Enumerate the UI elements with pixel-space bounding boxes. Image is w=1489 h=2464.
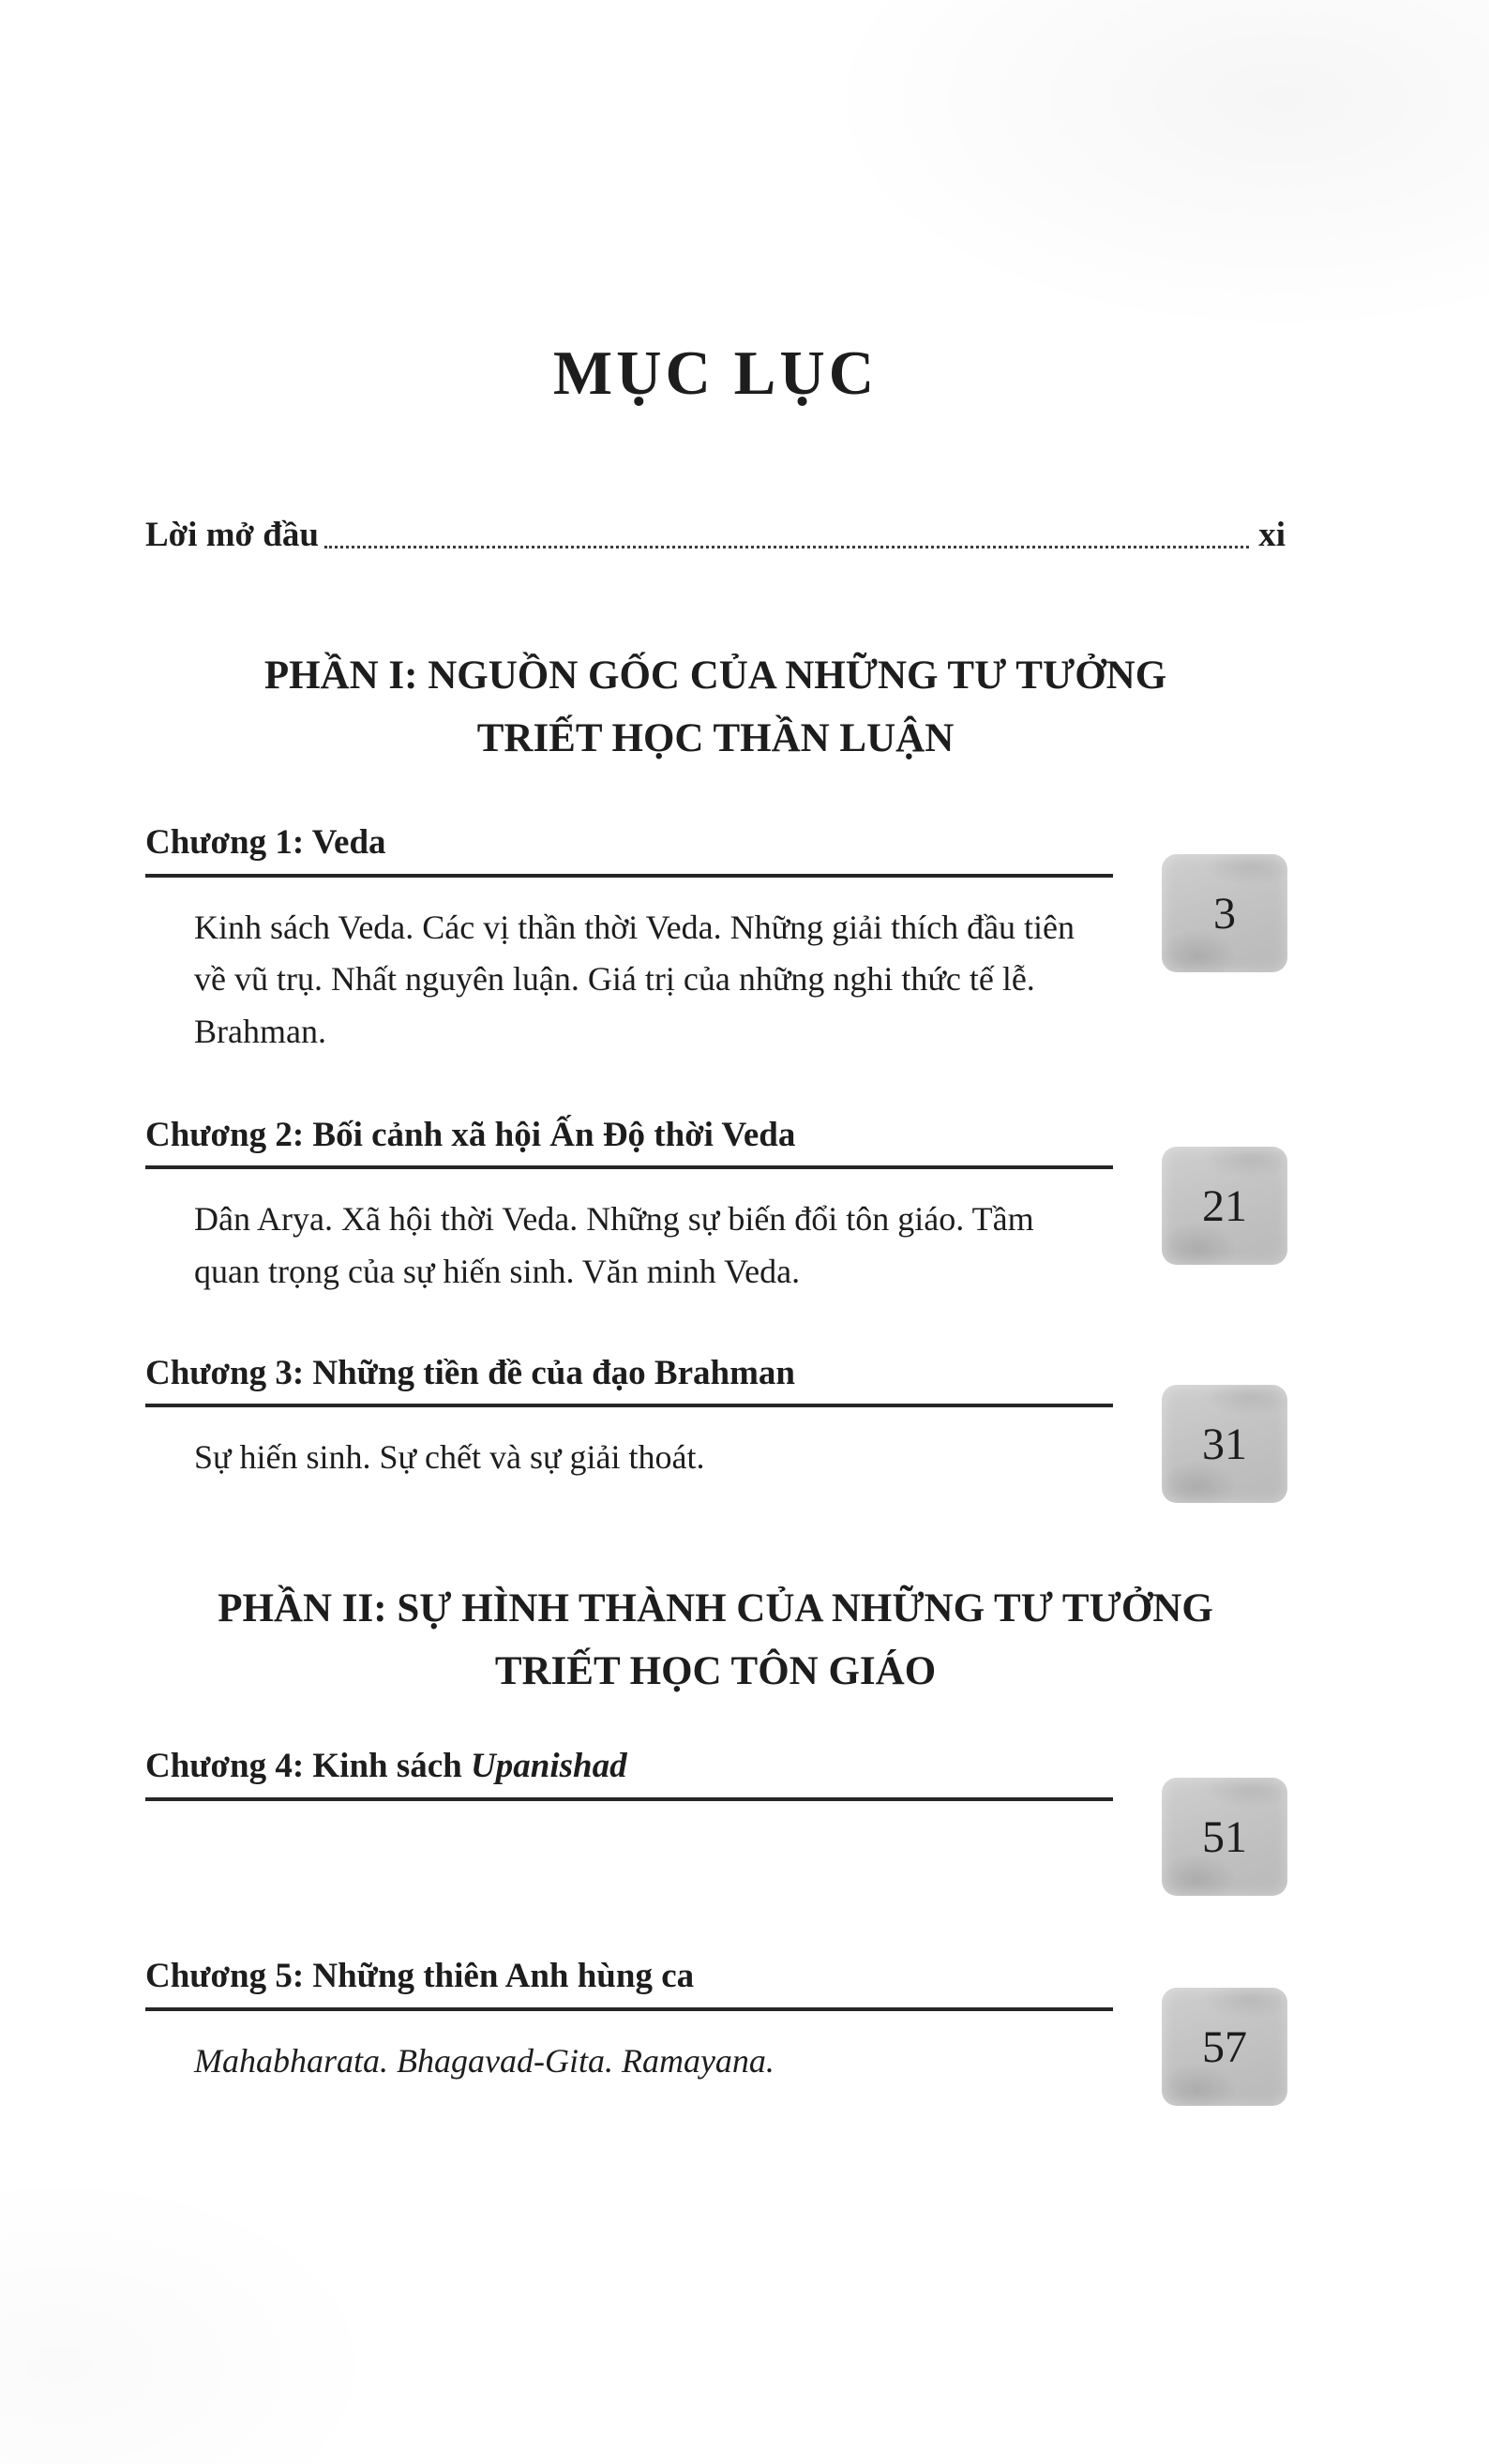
chapter-5-description: Mahabharata. Bhagavad-Gita. Ramayana.: [194, 2041, 775, 2080]
chapter-4-heading: [145, 1746, 1113, 1787]
dotted-leader: [324, 546, 1249, 548]
chapter-5-heading: Chương 5: Những thiên Anh hùng ca: [145, 1957, 695, 1996]
chapter-1-rule: [145, 874, 1113, 878]
chapter-4-heading-text: Chương 4: Kinh sách: [145, 1747, 472, 1786]
part-1-title-line1: PHẦN I: NGUỒN GỐC CỦA NHỮNG TƯ TƯỞNG: [263, 654, 1167, 698]
chapter-2-rule: [145, 1165, 1113, 1169]
preface-page-number: xi: [1258, 516, 1286, 554]
chapter-4-heading-italic: Upanishad: [471, 1747, 627, 1786]
chapter-1-page-box: [1162, 854, 1287, 972]
chapter-3-page-number: 31: [1202, 1419, 1247, 1469]
preface-entry: [145, 515, 1286, 555]
chapter-2-left: [145, 1115, 1113, 1299]
chapter-4-left: [145, 1746, 1113, 1800]
chapter-3-left: [145, 1353, 1113, 1484]
chapter-1-page-number: 3: [1213, 888, 1236, 939]
chapter-2-heading: Chương 2: Bối cảnh xã hội Ấn Độ thời Veda: [145, 1116, 796, 1155]
chapter-5-right: [1162, 1956, 1287, 2106]
part-2-title-line1: PHẦN II: SỰ HÌNH THÀNH CỦA NHỮNG TƯ TƯỞNG: [218, 1586, 1213, 1631]
chapter-entry-3: [145, 1353, 1286, 1503]
chapter-2-description: Dân Arya. Xã hội thời Veda. Những sự biến đổi tôn giáo. Tầm quan trọng của sự hiến sinh. Văn minh Veda.: [194, 1200, 1034, 1291]
chapter-4-page-number: 51: [1202, 1811, 1247, 1862]
chapter-3-heading: Chương 3: Những tiền đề của đạo Brahman: [145, 1354, 795, 1393]
chapter-2-right: [1162, 1115, 1287, 1265]
chapter-1-description: Kinh sách Veda. Các vị thần thời Veda. Những giải thích đầu tiên về vũ trụ. Nhất nguyên luận. Giá trị của những nghi thức tế lễ. Brahman.: [194, 908, 1075, 1051]
chapter-3-rule: [145, 1404, 1113, 1407]
part-1-title: [145, 645, 1286, 770]
chapter-entry-5: [145, 1956, 1286, 2106]
chapter-entry-4: [145, 1746, 1286, 1896]
chapter-3-right: [1162, 1353, 1287, 1503]
chapter-5-page-box: [1162, 1988, 1287, 2106]
chapter-5-page-number: 57: [1202, 2021, 1247, 2072]
chapter-1-heading: Chương 1: Veda: [145, 823, 386, 863]
toc-title: MỤC LỤC: [552, 338, 879, 408]
chapter-1-right: [1162, 822, 1287, 972]
part-2-title-line2: TRIẾT HỌC TÔN GIÁO: [494, 1648, 937, 1693]
chapter-4-right: [1162, 1746, 1287, 1896]
chapter-4-page-box: [1162, 1778, 1287, 1896]
chapter-3-description: Sự hiến sinh. Sự chết và sự giải thoát.: [194, 1438, 705, 1477]
chapter-2-page-box: [1162, 1147, 1287, 1265]
chapter-4-rule: [145, 1797, 1113, 1801]
preface-label: Lời mở đầu: [145, 516, 319, 554]
chapter-3-page-box: [1162, 1385, 1287, 1503]
chapter-1-left: [145, 822, 1113, 1059]
part-1-title-line2: TRIẾT HỌC THẦN LUẬN: [476, 715, 955, 760]
chapter-5-rule: [145, 2007, 1113, 2011]
chapter-5-left: [145, 1956, 1113, 2087]
chapter-entry-1: [145, 822, 1286, 1059]
chapter-entry-2: [145, 1115, 1286, 1299]
chapter-2-page-number: 21: [1202, 1180, 1247, 1231]
part-2-title: [145, 1578, 1286, 1703]
